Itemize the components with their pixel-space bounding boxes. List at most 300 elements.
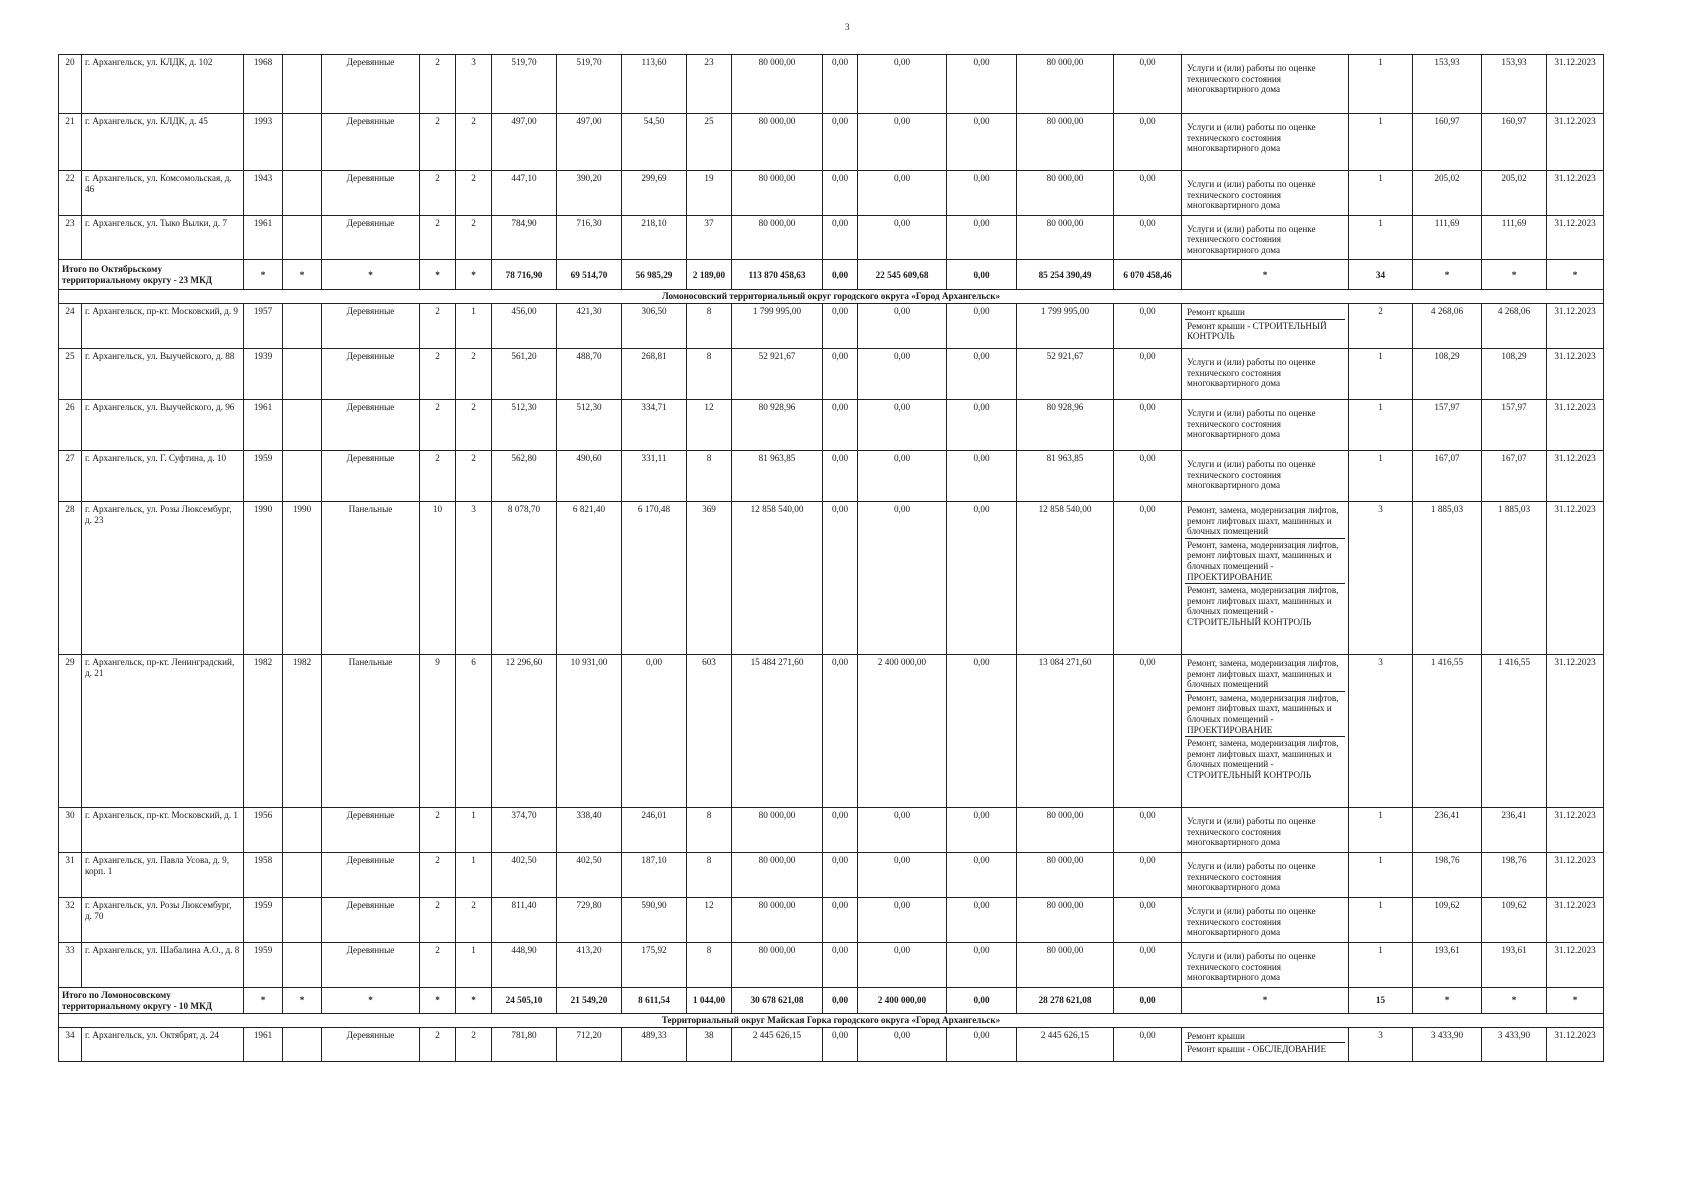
fund-owners: 80 000,00 [1017, 171, 1114, 216]
floors: 2 [420, 55, 456, 114]
address-cell: г. Архангельск, ул. Комсомольская, д. 46 [82, 171, 244, 216]
row-number: 24 [59, 304, 82, 349]
total-area-nonres: 56 985,29 [622, 260, 687, 290]
year-built: 1961 [244, 1027, 283, 1061]
total-star: * [1482, 260, 1547, 290]
fund-region: 0,00 [858, 898, 947, 943]
residents: 369 [687, 502, 732, 655]
row-number: 22 [59, 171, 82, 216]
residents: 8 [687, 451, 732, 502]
entrances: 1 [456, 808, 492, 853]
total-label: Итого по Ломоносовскому территориальному округу - 10 МКД [59, 988, 244, 1014]
total-work-count: 15 [1349, 988, 1413, 1014]
fund-other: 0,00 [1114, 808, 1182, 853]
total-fund-owners: 85 254 390,49 [1017, 260, 1114, 290]
fund-local: 0,00 [947, 55, 1017, 114]
wall-material: Деревянные [322, 943, 420, 988]
area-residential: 490,60 [557, 451, 622, 502]
residents: 8 [687, 304, 732, 349]
unit-limit: 157,97 [1482, 400, 1547, 451]
wall-material: Деревянные [322, 349, 420, 400]
floors: 2 [420, 400, 456, 451]
area-total: 456,00 [492, 304, 557, 349]
unit-cost: 111,69 [1413, 215, 1482, 260]
deadline: 31.12.2023 [1547, 400, 1604, 451]
deadline: 31.12.2023 [1547, 451, 1604, 502]
row-number: 25 [59, 349, 82, 400]
deadline: 31.12.2023 [1547, 1027, 1604, 1061]
work-count: 1 [1349, 171, 1413, 216]
works-list [1182, 808, 1349, 853]
fund-local: 0,00 [947, 943, 1017, 988]
fund-other: 0,00 [1114, 943, 1182, 988]
fund-region: 0,00 [858, 808, 947, 853]
year-overhaul [283, 898, 322, 943]
section-oktyabrsky-rows [59, 55, 1604, 260]
unit-cost: 153,93 [1413, 55, 1482, 114]
fund-owners: 2 445 626,15 [1017, 1027, 1114, 1061]
year-overhaul [283, 853, 322, 898]
floors: 2 [420, 1027, 456, 1061]
works-list [1182, 171, 1349, 216]
table-row [59, 215, 1604, 260]
entrances: 2 [456, 215, 492, 260]
fund-other: 0,00 [1114, 1027, 1182, 1061]
table-row [59, 898, 1604, 943]
unit-cost: 1 885,03 [1413, 502, 1482, 655]
work-item: Услуги и (или) работы по оценке технического состояния многоквартирного дома [1187, 63, 1316, 95]
fund-other: 0,00 [1114, 55, 1182, 114]
fund-federal: 0,00 [823, 655, 858, 808]
year-overhaul: 1982 [283, 655, 322, 808]
year-built: 1982 [244, 655, 283, 808]
work-count: 3 [1349, 655, 1413, 808]
works-list [1182, 451, 1349, 502]
works-list [1182, 1027, 1349, 1061]
area-residential: 488,70 [557, 349, 622, 400]
area-total: 781,80 [492, 1027, 557, 1061]
work-item: Услуги и (или) работы по оценке технического состояния многоквартирного дома [1187, 861, 1316, 893]
year-built: 1958 [244, 853, 283, 898]
unit-cost: 4 268,06 [1413, 304, 1482, 349]
floors: 2 [420, 215, 456, 260]
address-cell: г. Архангельск, пр-кт. Московский, д. 9 [82, 304, 244, 349]
fund-owners: 80 000,00 [1017, 114, 1114, 171]
fund-owners: 12 858 540,00 [1017, 502, 1114, 655]
year-built: 1959 [244, 451, 283, 502]
works-list [1182, 898, 1349, 943]
fund-region: 0,00 [858, 451, 947, 502]
table-row [59, 114, 1604, 171]
work-count: 3 [1349, 502, 1413, 655]
entrances: 1 [456, 853, 492, 898]
fund-federal: 0,00 [823, 502, 858, 655]
area-residential: 716,30 [557, 215, 622, 260]
area-nonresidential: 334,71 [622, 400, 687, 451]
fund-local: 0,00 [947, 808, 1017, 853]
area-residential: 712,20 [557, 1027, 622, 1061]
area-nonresidential: 6 170,48 [622, 502, 687, 655]
fund-owners: 80 000,00 [1017, 215, 1114, 260]
fund-local: 0,00 [947, 898, 1017, 943]
row-number: 30 [59, 808, 82, 853]
fund-region: 0,00 [858, 400, 947, 451]
area-nonresidential: 299,69 [622, 171, 687, 216]
unit-limit: 167,07 [1482, 451, 1547, 502]
year-overhaul [283, 451, 322, 502]
area-nonresidential: 113,60 [622, 55, 687, 114]
total-star: * [1413, 260, 1482, 290]
fund-region: 0,00 [858, 171, 947, 216]
deadline: 31.12.2023 [1547, 655, 1604, 808]
area-residential: 512,30 [557, 400, 622, 451]
year-overhaul [283, 349, 322, 400]
work-item: Ремонт крыши - ОБСЛЕДОВАНИЕ [1187, 1044, 1327, 1055]
total-star: * [1547, 260, 1604, 290]
table-row [59, 502, 1604, 655]
fund-other: 0,00 [1114, 502, 1182, 655]
unit-limit: 3 433,90 [1482, 1027, 1547, 1061]
area-total: 447,10 [492, 171, 557, 216]
fund-other: 0,00 [1114, 451, 1182, 502]
area-residential: 10 931,00 [557, 655, 622, 808]
address-cell: г. Архангельск, ул. Октябрят, д. 24 [82, 1027, 244, 1061]
total-star: * [283, 260, 322, 290]
year-built: 1961 [244, 400, 283, 451]
area-nonresidential: 0,00 [622, 655, 687, 808]
residents: 23 [687, 55, 732, 114]
total-star: * [1182, 260, 1349, 290]
unit-cost: 1 416,55 [1413, 655, 1482, 808]
total-star: * [1482, 988, 1547, 1014]
fund-owners: 80 000,00 [1017, 55, 1114, 114]
year-built: 1943 [244, 171, 283, 216]
fund-federal: 0,00 [823, 215, 858, 260]
unit-limit: 1 416,55 [1482, 655, 1547, 808]
works-list [1182, 215, 1349, 260]
area-nonresidential: 590,90 [622, 898, 687, 943]
cost-total: 81 963,85 [732, 451, 823, 502]
entrances: 2 [456, 171, 492, 216]
table-row [59, 349, 1604, 400]
fund-local: 0,00 [947, 304, 1017, 349]
wall-material: Деревянные [322, 114, 420, 171]
wall-material: Деревянные [322, 1027, 420, 1061]
fund-local: 0,00 [947, 853, 1017, 898]
year-overhaul [283, 114, 322, 171]
total-fund-local: 0,00 [947, 260, 1017, 290]
wall-material: Деревянные [322, 451, 420, 502]
total-star: * [420, 260, 456, 290]
fund-region: 0,00 [858, 1027, 947, 1061]
fund-local: 0,00 [947, 171, 1017, 216]
row-number: 33 [59, 943, 82, 988]
year-overhaul [283, 171, 322, 216]
residents: 8 [687, 808, 732, 853]
fund-federal: 0,00 [823, 304, 858, 349]
work-item: Услуги и (или) работы по оценке технического состояния многоквартирного дома [1187, 408, 1316, 440]
unit-limit: 205,02 [1482, 171, 1547, 216]
fund-other: 0,00 [1114, 898, 1182, 943]
fund-local: 0,00 [947, 655, 1017, 808]
section-header-maiskaya [59, 1014, 1604, 1028]
total-fund-owners: 28 278 621,08 [1017, 988, 1114, 1014]
address-cell: г. Архангельск, ул. КЛДК, д. 45 [82, 114, 244, 171]
area-nonresidential: 489,33 [622, 1027, 687, 1061]
unit-cost: 198,76 [1413, 853, 1482, 898]
total-star: * [1182, 988, 1349, 1014]
total-cost: 30 678 621,08 [732, 988, 823, 1014]
unit-cost: 157,97 [1413, 400, 1482, 451]
unit-cost: 193,61 [1413, 943, 1482, 988]
total-residents: 2 189,00 [687, 260, 732, 290]
fund-owners: 80 928,96 [1017, 400, 1114, 451]
address-cell: г. Архангельск, ул. Шабалина А.О., д. 8 [82, 943, 244, 988]
cost-total: 52 921,67 [732, 349, 823, 400]
area-total: 12 296,60 [492, 655, 557, 808]
work-count: 1 [1349, 349, 1413, 400]
entrances: 2 [456, 1027, 492, 1061]
work-count: 3 [1349, 1027, 1413, 1061]
unit-limit: 108,29 [1482, 349, 1547, 400]
entrances: 6 [456, 655, 492, 808]
year-built: 1956 [244, 808, 283, 853]
unit-limit: 109,62 [1482, 898, 1547, 943]
row-number: 26 [59, 400, 82, 451]
total-fund-fed: 0,00 [823, 260, 858, 290]
wall-material: Деревянные [322, 853, 420, 898]
year-overhaul [283, 400, 322, 451]
total-area-res: 21 549,20 [557, 988, 622, 1014]
work-item: Ремонт, замена, модернизация лифтов, ремонт лифтовых шахт, машинных и блочных помещений [1185, 657, 1345, 692]
fund-other: 0,00 [1114, 304, 1182, 349]
entrances: 2 [456, 114, 492, 171]
work-count: 1 [1349, 215, 1413, 260]
work-item: Ремонт, замена, модернизация лифтов, ремонт лифтовых шахт, машинных и блочных помещений - СТРОИТЕЛЬНЫЙ КОНТРОЛЬ [1187, 585, 1339, 627]
section-title: Ломоносовский территориальный округ городского округа «Город Архангельск» [59, 290, 1604, 304]
fund-region: 0,00 [858, 349, 947, 400]
fund-other: 0,00 [1114, 171, 1182, 216]
area-total: 8 078,70 [492, 502, 557, 655]
wall-material: Деревянные [322, 400, 420, 451]
works-list [1182, 943, 1349, 988]
cost-total: 2 445 626,15 [732, 1027, 823, 1061]
cost-total: 80 000,00 [732, 171, 823, 216]
year-built: 1990 [244, 502, 283, 655]
table-row [59, 655, 1604, 808]
total-star: * [1413, 988, 1482, 1014]
unit-limit: 160,97 [1482, 114, 1547, 171]
unit-limit: 111,69 [1482, 215, 1547, 260]
area-total: 784,90 [492, 215, 557, 260]
deadline: 31.12.2023 [1547, 304, 1604, 349]
year-overhaul [283, 55, 322, 114]
work-count: 1 [1349, 114, 1413, 171]
cost-total: 80 000,00 [732, 55, 823, 114]
work-item: Услуги и (или) работы по оценке технического состояния многоквартирного дома [1187, 223, 1316, 255]
entrances: 1 [456, 943, 492, 988]
total-star: * [322, 988, 420, 1014]
deadline: 31.12.2023 [1547, 55, 1604, 114]
total-cost: 113 870 458,63 [732, 260, 823, 290]
unit-limit: 198,76 [1482, 853, 1547, 898]
deadline: 31.12.2023 [1547, 898, 1604, 943]
unit-cost: 109,62 [1413, 898, 1482, 943]
year-built: 1957 [244, 304, 283, 349]
work-count: 1 [1349, 808, 1413, 853]
entrances: 2 [456, 400, 492, 451]
works-list [1182, 400, 1349, 451]
area-residential: 338,40 [557, 808, 622, 853]
wall-material: Деревянные [322, 55, 420, 114]
residents: 38 [687, 1027, 732, 1061]
floors: 2 [420, 171, 456, 216]
table-row [59, 304, 1604, 349]
entrances: 2 [456, 898, 492, 943]
area-nonresidential: 187,10 [622, 853, 687, 898]
area-residential: 421,30 [557, 304, 622, 349]
floors: 2 [420, 943, 456, 988]
fund-other: 0,00 [1114, 114, 1182, 171]
area-total: 402,50 [492, 853, 557, 898]
total-residents: 1 044,00 [687, 988, 732, 1014]
fund-owners: 13 084 271,60 [1017, 655, 1114, 808]
section-lomonosov-rows [59, 304, 1604, 988]
area-residential: 402,50 [557, 853, 622, 898]
area-nonresidential: 268,81 [622, 349, 687, 400]
work-item: Ремонт, замена, модернизация лифтов, ремонт лифтовых шахт, машинных и блочных помещений - ПРОЕКТИРОВАНИЕ [1185, 539, 1345, 584]
table-row [59, 55, 1604, 114]
row-number: 32 [59, 898, 82, 943]
fund-local: 0,00 [947, 114, 1017, 171]
fund-local: 0,00 [947, 400, 1017, 451]
total-star: * [1547, 988, 1604, 1014]
floors: 2 [420, 304, 456, 349]
total-row-oktyabrsky [59, 260, 1604, 290]
total-fund-other: 6 070 458,46 [1114, 260, 1182, 290]
floors: 2 [420, 898, 456, 943]
area-total: 519,70 [492, 55, 557, 114]
works-list [1182, 502, 1349, 655]
residents: 8 [687, 853, 732, 898]
fund-region: 2 400 000,00 [858, 655, 947, 808]
year-built: 1993 [244, 114, 283, 171]
address-cell: г. Архангельск, ул. Выучейского, д. 88 [82, 349, 244, 400]
work-item: Услуги и (или) работы по оценке технического состояния многоквартирного дома [1187, 122, 1316, 154]
fund-federal: 0,00 [823, 349, 858, 400]
deadline: 31.12.2023 [1547, 808, 1604, 853]
deadline: 31.12.2023 [1547, 502, 1604, 655]
fund-region: 0,00 [858, 502, 947, 655]
wall-material: Деревянные [322, 215, 420, 260]
work-count: 1 [1349, 55, 1413, 114]
fund-local: 0,00 [947, 451, 1017, 502]
unit-cost: 3 433,90 [1413, 1027, 1482, 1061]
total-star: * [283, 988, 322, 1014]
works-list [1182, 304, 1349, 349]
address-cell: г. Архангельск, ул. Розы Люксембург, д. 23 [82, 502, 244, 655]
entrances: 1 [456, 304, 492, 349]
works-list [1182, 114, 1349, 171]
floors: 9 [420, 655, 456, 808]
area-residential: 729,80 [557, 898, 622, 943]
entrances: 2 [456, 451, 492, 502]
entrances: 3 [456, 502, 492, 655]
address-cell: г. Архангельск, пр-кт. Московский, д. 1 [82, 808, 244, 853]
table-row [59, 451, 1604, 502]
deadline: 31.12.2023 [1547, 943, 1604, 988]
unit-limit: 1 885,03 [1482, 502, 1547, 655]
residents: 12 [687, 400, 732, 451]
work-count: 1 [1349, 898, 1413, 943]
work-count: 1 [1349, 451, 1413, 502]
work-item: Ремонт, замена, модернизация лифтов, ремонт лифтовых шахт, машинных и блочных помещений [1185, 504, 1345, 539]
fund-local: 0,00 [947, 1027, 1017, 1061]
floors: 2 [420, 451, 456, 502]
section-header-lomonosov [59, 290, 1604, 304]
area-total: 562,80 [492, 451, 557, 502]
works-list [1182, 853, 1349, 898]
area-nonresidential: 246,01 [622, 808, 687, 853]
unit-cost: 205,02 [1413, 171, 1482, 216]
fund-federal: 0,00 [823, 451, 858, 502]
address-cell: г. Архангельск, ул. Павла Усова, д. 9, корп. 1 [82, 853, 244, 898]
floors: 2 [420, 853, 456, 898]
row-number: 29 [59, 655, 82, 808]
fund-other: 0,00 [1114, 655, 1182, 808]
year-built: 1959 [244, 943, 283, 988]
unit-limit: 236,41 [1482, 808, 1547, 853]
fund-region: 0,00 [858, 304, 947, 349]
residents: 12 [687, 898, 732, 943]
fund-local: 0,00 [947, 502, 1017, 655]
works-list [1182, 655, 1349, 808]
address-cell: г. Архангельск, пр-кт. Ленинградский, д. 21 [82, 655, 244, 808]
cost-total: 15 484 271,60 [732, 655, 823, 808]
work-item: Услуги и (или) работы по оценке технического состояния многоквартирного дома [1187, 179, 1316, 211]
year-overhaul [283, 304, 322, 349]
year-built: 1968 [244, 55, 283, 114]
total-star: * [322, 260, 420, 290]
residents: 8 [687, 943, 732, 988]
fund-owners: 80 000,00 [1017, 853, 1114, 898]
residents: 19 [687, 171, 732, 216]
area-total: 374,70 [492, 808, 557, 853]
address-cell: г. Архангельск, ул. Розы Люксембург, д. 70 [82, 898, 244, 943]
fund-other: 0,00 [1114, 853, 1182, 898]
table-row [59, 171, 1604, 216]
fund-federal: 0,00 [823, 400, 858, 451]
row-number: 34 [59, 1027, 82, 1061]
year-overhaul [283, 943, 322, 988]
area-residential: 6 821,40 [557, 502, 622, 655]
deadline: 31.12.2023 [1547, 853, 1604, 898]
area-total: 561,20 [492, 349, 557, 400]
residents: 25 [687, 114, 732, 171]
total-fund-region: 22 545 609,68 [858, 260, 947, 290]
work-count: 1 [1349, 400, 1413, 451]
repair-program-table [58, 54, 1604, 1062]
work-count: 2 [1349, 304, 1413, 349]
unit-cost: 160,97 [1413, 114, 1482, 171]
works-list [1182, 55, 1349, 114]
fund-other: 0,00 [1114, 349, 1182, 400]
fund-region: 0,00 [858, 114, 947, 171]
unit-limit: 153,93 [1482, 55, 1547, 114]
fund-region: 0,00 [858, 215, 947, 260]
deadline: 31.12.2023 [1547, 114, 1604, 171]
work-item: Ремонт крыши [1185, 1030, 1345, 1044]
